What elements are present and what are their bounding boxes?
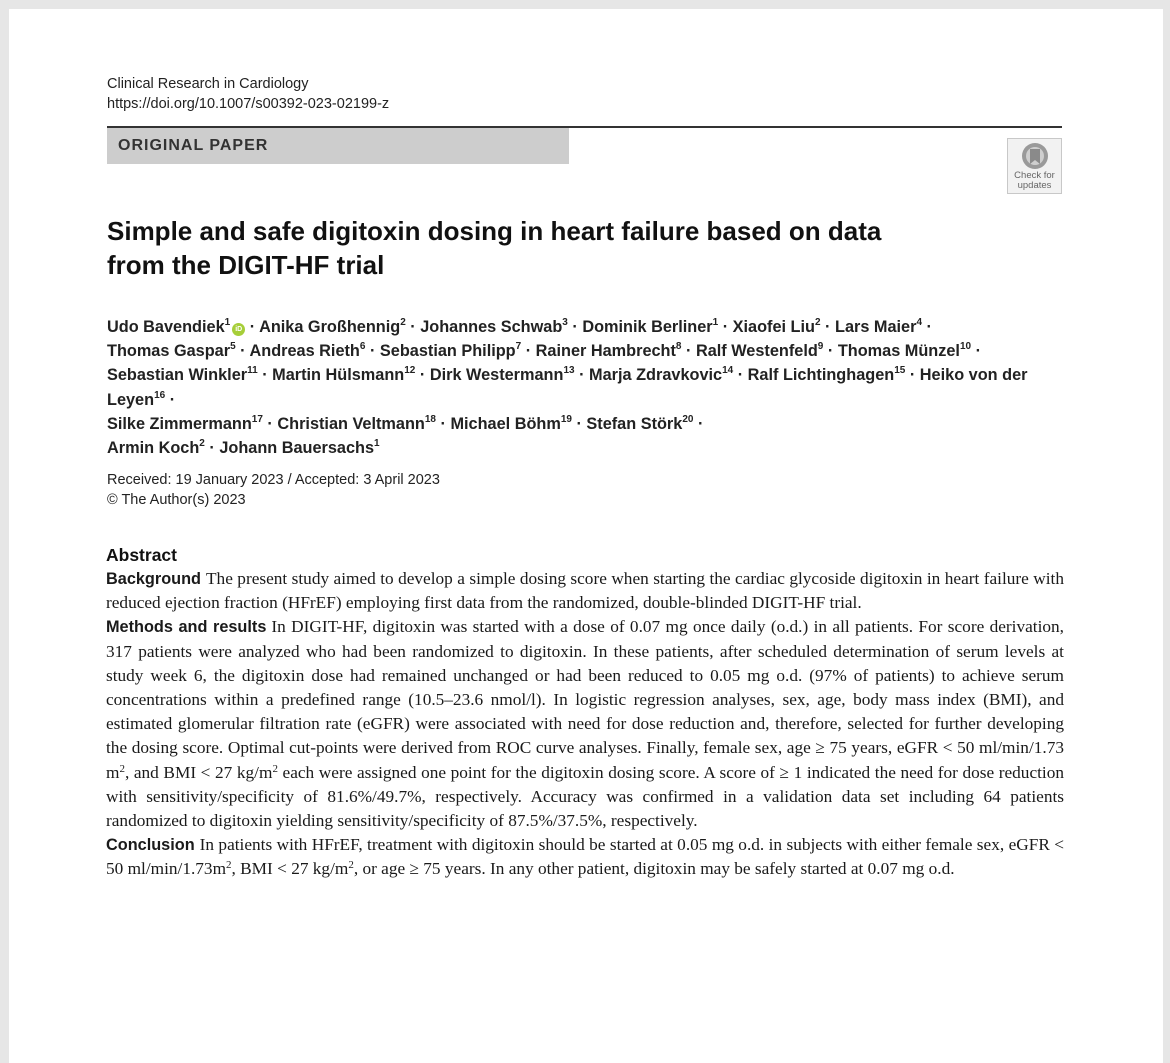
check-for-updates-line1: Check for: [1014, 170, 1055, 181]
author-separator: ·: [204, 439, 220, 458]
author-name: Udo Bavendiek: [107, 318, 225, 336]
author[interactable]: [107, 439, 205, 457]
author-name: Martin Hülsmann: [272, 366, 405, 385]
author-name: Xiaofei Liu: [732, 318, 815, 336]
author-separator: ·: [733, 366, 748, 385]
author-affiliation: 14: [722, 365, 734, 377]
author-name: Thomas Münzel: [837, 342, 960, 361]
author-separator: ·: [823, 342, 838, 361]
author-name: Dirk Westermann: [429, 366, 564, 385]
article-type-banner: ORIGINAL PAPER: [107, 128, 569, 164]
author-separator: ·: [257, 366, 273, 385]
publication-dates: [107, 470, 440, 510]
author-affiliation: 18: [424, 413, 436, 425]
author[interactable]: [250, 342, 366, 360]
conclusion-label: Conclusion: [106, 836, 195, 855]
author-separator: ·: [571, 414, 587, 433]
author-name: Marja Zdravkovic: [589, 366, 723, 385]
author-name: Heiko von der Leyen: [107, 366, 1028, 409]
author-affiliation: 20: [682, 413, 694, 425]
author[interactable]: [219, 439, 379, 457]
background-text: The present study aimed to develop a simple dosing score when starting the cardiac glycoside digitoxin in heart failure with reduced ejection fraction (HFrEF) employing first data from the randomized, double-blinded DIGIT-HF trial.: [106, 569, 1064, 613]
author-separator: ·: [718, 318, 733, 336]
author[interactable]: [420, 318, 568, 336]
author-separator: ·: [415, 366, 430, 385]
author[interactable]: [272, 366, 415, 384]
author-name: Johannes Schwab: [420, 318, 563, 336]
author-affiliation: 3: [562, 317, 568, 328]
author[interactable]: [277, 415, 436, 433]
methods-text: In DIGIT-HF, digitoxin was started with a dose of 0.07 mg once daily (o.d.) in all patients. For score derivation, 317 patients were analyzed who had been randomized to digitoxin. In these patients, after scheduled determination of serum levels at study week 6, the digitoxin dose had remained unchanged or had been reduced to 0.05 mg o.d. (97% of patients) to achieve serum concentrations within a predefined range (10.5–23.6 nmol/l). In logistic regression analyses, sex, age, body mass index (BMI), and estimated glomerular filtration rate (eGFR) were associated with need for dose reduction and, therefore, selected for further developing the dosing score. Optimal cut-points were derived from ROC curve analyses. Finally, female sex, age ≥ 75 years, eGFR < 50 ml/min/1.73 m: [106, 617, 1064, 782]
author-affiliation: 19: [560, 413, 572, 425]
author[interactable]: [259, 318, 406, 336]
check-for-updates-line2: updates: [1017, 180, 1052, 191]
author-name: Sebastian Winkler: [107, 366, 248, 385]
author-affiliation: 12: [404, 365, 416, 377]
title-line: Simple and safe digitoxin dosing in heart failure based on data: [107, 216, 882, 246]
author-separator: ·: [435, 414, 451, 433]
author[interactable]: [835, 318, 922, 336]
author-separator: ·: [820, 318, 835, 336]
orcid-icon[interactable]: iD: [232, 323, 245, 336]
author[interactable]: [107, 415, 263, 433]
author-separator: ·: [574, 366, 590, 385]
author-affiliation: 1: [374, 438, 380, 450]
abstract-heading: Abstract: [106, 545, 177, 565]
author[interactable]: [696, 342, 823, 360]
author-name: Johann Bauersachs: [219, 439, 375, 458]
author-affiliation: 4: [916, 317, 923, 328]
author-name: Anika Großhennig: [259, 318, 401, 336]
conclusion-text: , BMI < 27 kg/m: [231, 859, 349, 879]
author-separator: ·: [165, 390, 176, 409]
author-affiliation: 15: [894, 365, 906, 377]
author[interactable]: [748, 366, 906, 384]
author-separator: ·: [567, 318, 583, 336]
author-name: Ralf Westenfeld: [695, 342, 818, 361]
conclusion-text: In patients with HFrEF, treatment with digitoxin should be started at 0.05 mg o.d. in subjects with either female sex, eGFR < 50 ml/min/1.73m: [106, 835, 1064, 879]
methods-text: , and BMI < 27 kg/m: [124, 762, 273, 782]
author-affiliation: 17: [251, 413, 263, 425]
methods-text: each were assigned one point for the digitoxin dosing score. A score of ≥ 1 indicated the need for dose reduction with sensitivity/specificity of 81.6%/49.7%, respectively. Accuracy was confirmed in a validation data set including 64 patients randomized to digitoxin yielding sensitivity/specificity of 87.5%/37.5%, respectively.: [106, 762, 1065, 831]
copyright: © The Author(s) 2023: [107, 492, 246, 508]
author-separator: ·: [245, 318, 260, 336]
author-affiliation: 1: [712, 317, 719, 328]
author-affiliation: 2: [199, 438, 205, 450]
check-for-updates-icon: [1020, 141, 1050, 171]
author[interactable]: [107, 318, 245, 336]
paper-page: [9, 9, 1163, 1063]
author-affiliation: 2: [400, 317, 406, 328]
author-affiliation: 11: [247, 365, 258, 377]
author-affiliation: 10: [959, 341, 972, 353]
author-name: Thomas Gaspar: [107, 342, 231, 361]
author-affiliation: 6: [359, 341, 366, 353]
paper-title: [107, 214, 927, 282]
author-name: Christian Veltmann: [277, 414, 425, 433]
author[interactable]: [107, 342, 236, 360]
author-name: Armin Koch: [107, 439, 200, 458]
author-affiliation: 7: [515, 341, 522, 353]
author-separator: ·: [405, 318, 421, 336]
conclusion-text: , or age ≥ 75 years. In any other patient, digitoxin may be safely started at 0.07 mg o.d.: [353, 859, 955, 879]
received-accepted: Received: 19 January 2023 / Accepted: 3 April 2023: [107, 472, 440, 488]
background-label: Background: [106, 570, 201, 588]
author[interactable]: [450, 415, 572, 433]
superscript: 2: [348, 859, 354, 872]
author-name: Lars Maier: [835, 318, 917, 336]
author-affiliation: 13: [563, 365, 575, 377]
author-name: Silke Zimmermann: [107, 414, 252, 433]
background-paragraph: [106, 567, 1064, 615]
check-for-updates-badge[interactable]: [1007, 138, 1062, 194]
author-name: Dominik Berliner: [582, 318, 713, 336]
author-affiliation: 9: [817, 341, 824, 353]
author[interactable]: [536, 342, 682, 360]
author-affiliation: 2: [814, 317, 821, 328]
author-separator: ·: [235, 342, 250, 361]
author[interactable]: [430, 366, 575, 384]
author[interactable]: [107, 366, 258, 384]
journal-header: [107, 74, 389, 114]
author-separator: ·: [971, 342, 982, 361]
conclusion-paragraph: [106, 833, 1064, 881]
author-list: [107, 315, 1067, 460]
methods-paragraph: [106, 615, 1064, 833]
doi-link[interactable]: https://doi.org/10.1007/s00392-023-02199-z: [107, 96, 390, 112]
author[interactable]: [582, 318, 718, 336]
author-name: Sebastian Philipp: [379, 342, 516, 361]
author-separator: ·: [681, 342, 696, 361]
superscript: 2: [272, 762, 278, 775]
author[interactable]: [838, 342, 971, 360]
author-name: Ralf Lichtinghagen: [747, 366, 895, 385]
author-affiliation: 5: [230, 341, 236, 353]
title-line: from the DIGIT-HF trial: [107, 250, 385, 280]
author-affiliation: 1: [224, 317, 231, 328]
author[interactable]: [589, 366, 733, 384]
methods-label: Methods and results: [106, 618, 267, 637]
author-name: Andreas Rieth: [249, 342, 360, 361]
author-separator: ·: [905, 366, 920, 385]
author-separator: ·: [262, 414, 278, 433]
author-separator: ·: [521, 342, 536, 361]
author-affiliation: 16: [154, 389, 166, 401]
author[interactable]: [586, 415, 693, 433]
journal-name: Clinical Research in Cardiology: [107, 76, 309, 92]
author-name: Rainer Hambrecht: [535, 342, 676, 361]
author-separator: ·: [693, 414, 704, 433]
abstract-section: [106, 543, 1064, 882]
author[interactable]: [380, 342, 521, 360]
author-name: Michael Böhm: [450, 414, 561, 433]
author-affiliation: 8: [675, 341, 682, 353]
superscript: 2: [226, 859, 232, 872]
superscript: 2: [119, 762, 125, 775]
author[interactable]: [733, 318, 821, 336]
author-name: Stefan Störk: [586, 414, 683, 433]
author-separator: ·: [922, 318, 932, 336]
author-separator: ·: [365, 342, 380, 361]
